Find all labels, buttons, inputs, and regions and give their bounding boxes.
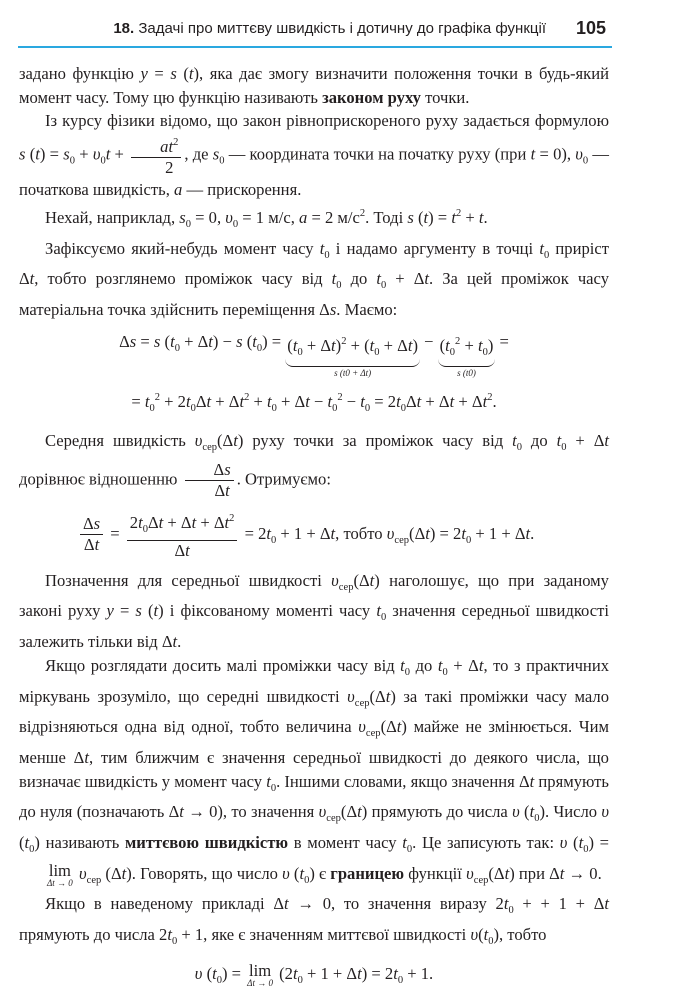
page-header <box>18 16 612 48</box>
paragraph: Нехай, наприклад, $s_0 = 0$, $\upsilon_0 = 1$ м/с, a = 2 $м/с^2$. Тоді s $(t) = t^2 + t$. <box>45 207 488 230</box>
brace-label: s (t0 + Δt) <box>334 368 372 379</box>
paragraph: Позначення для середньої швидкості $\upsilon_{сер}(\Delta t)$ наголошує, що при заданому законі руху y = s (t) і фіксованому моменті часу $t_0$ значення середньої швидкості залежить тільки від Δt. <box>19 570 609 652</box>
page-number: 105 <box>575 18 606 38</box>
brace-label: s (t0) <box>457 368 476 379</box>
formula-expansion: = $t_0^2 + 2t_0\Delta t + \Delta t^2 + t_0 + \Delta t - t_0^2 - t_0 = 2t_0\Delta t + \Delta t + \Delta t^2$. <box>131 392 497 415</box>
section-number: 18. <box>113 20 135 37</box>
underbrace: $(t_0^2 + t_0)$ s (t0) <box>438 330 496 379</box>
paragraph: Середня швидкість $\upsilon_{сер}(\Delta t)$ руху точки за проміжок часу від $t_0$ до $t_0 + \Delta t$ дорівнює відношенню $\frac{\Delta s}{\Delta t}$ . Отримуємо: <box>19 431 609 500</box>
paragraph: Зафіксуємо який-небудь момент часу $t_0$ і надамо аргументу в точці $t_0$ приріст Δt, тобто розглянемо проміжок часу від $t_0$ до $t_0 + \Delta t$. За цей проміжок часу матеріальна точка здійснить переміщення Δs. Маємо: <box>19 238 609 319</box>
formula-delta-s: Δs = s $(t_0 + \Delta t) - s$ $(t_0)$ = $(t_0 + \Delta t)^2 + (t_0 + \Delta t)$ s (t0 + Δt) − $(t_0^2 + t_0)$ s (t0) = <box>119 331 509 379</box>
formula-instant-speed: υ $(t_0)$ = lim Δt → 0 $(2t_0 + 1 + \Delta t) = 2t_0 + 1$. <box>194 960 434 988</box>
page-body <box>19 62 609 1001</box>
underbrace: $(t_0 + \Delta t)^2 + (t_0 + \Delta t)$ s (t0 + Δt) <box>285 330 420 379</box>
section-title <box>113 20 546 37</box>
section-title-text: Задачі про миттєву швидкість і дотичну до графіка функції <box>138 20 546 37</box>
paragraph: Якщо в наведеному прикладі Δt → 0, то значення виразу $2t_0$ + + 1 + Δt прямують до числа $2t_0 + 1$, яке є значенням миттєвої швидкості $\upsilon(t_0)$, тобто <box>19 894 609 948</box>
formula-average-speed: $\frac{\Delta s}{\Delta t}$ = $\frac{2t_0\Delta t + \Delta t + \Delta t^2}{\Delta t}$ = $2t_0 + 1 + \Delta t$, тобто $\upsilon_{сер}(\Delta t) = 2t_0 + 1 + \Delta t$. <box>19 509 609 561</box>
paragraph: Із курсу фізики відомо, що закон рівноприскореного руху задається формулою s $(t) = s_0 + \upsilon_0t$ + $\frac{at^2}{2}$ , де $s_0$ — координата точки на початку руху (при t = 0), $\upsilon_0$ — початкова швидкість, a — прискорення. <box>19 111 610 200</box>
paragraph: Якщо розглядати досить малі проміжки часу від $t_0$ до $t_0 + \Delta t$, то з практичних міркувань зрозуміло, що середні швидкості $\upsilon_{сер}(\Delta t)$ за такі проміжки часу мало відрізняються одна від одної, тобто величина $\upsilon_{сер}(\Delta t)$ майже не змінюється. Чим менше Δt, тим ближчим є значення середньої швидкості до деякого числа, що визначає швидкість у момент часу $t_0$. Іншими словами, якщо значення Δt прямують до нуля (позначають Δt → 0), то значення $\upsilon_{сер}(\Delta t)$ прямують до числа υ $(t_0)$. Число υ $(t_0)$ називають миттєвою швидкістю в момент часу $t_0$. Це записують так: υ $(t_0)$ = lim Δt → 0 $\upsilon_{сер}$ (Δt). Говорять, що число υ $(t_0)$ є границею функції $\upsilon_{сер}(\Delta t)$ при Δt → 0. <box>19 655 609 888</box>
paragraph: задано функцію y = s (t), яка дає змогу визначити положення точки в будь-який момент часу. Тому цю функцію називають законом руху точки. <box>19 64 609 107</box>
